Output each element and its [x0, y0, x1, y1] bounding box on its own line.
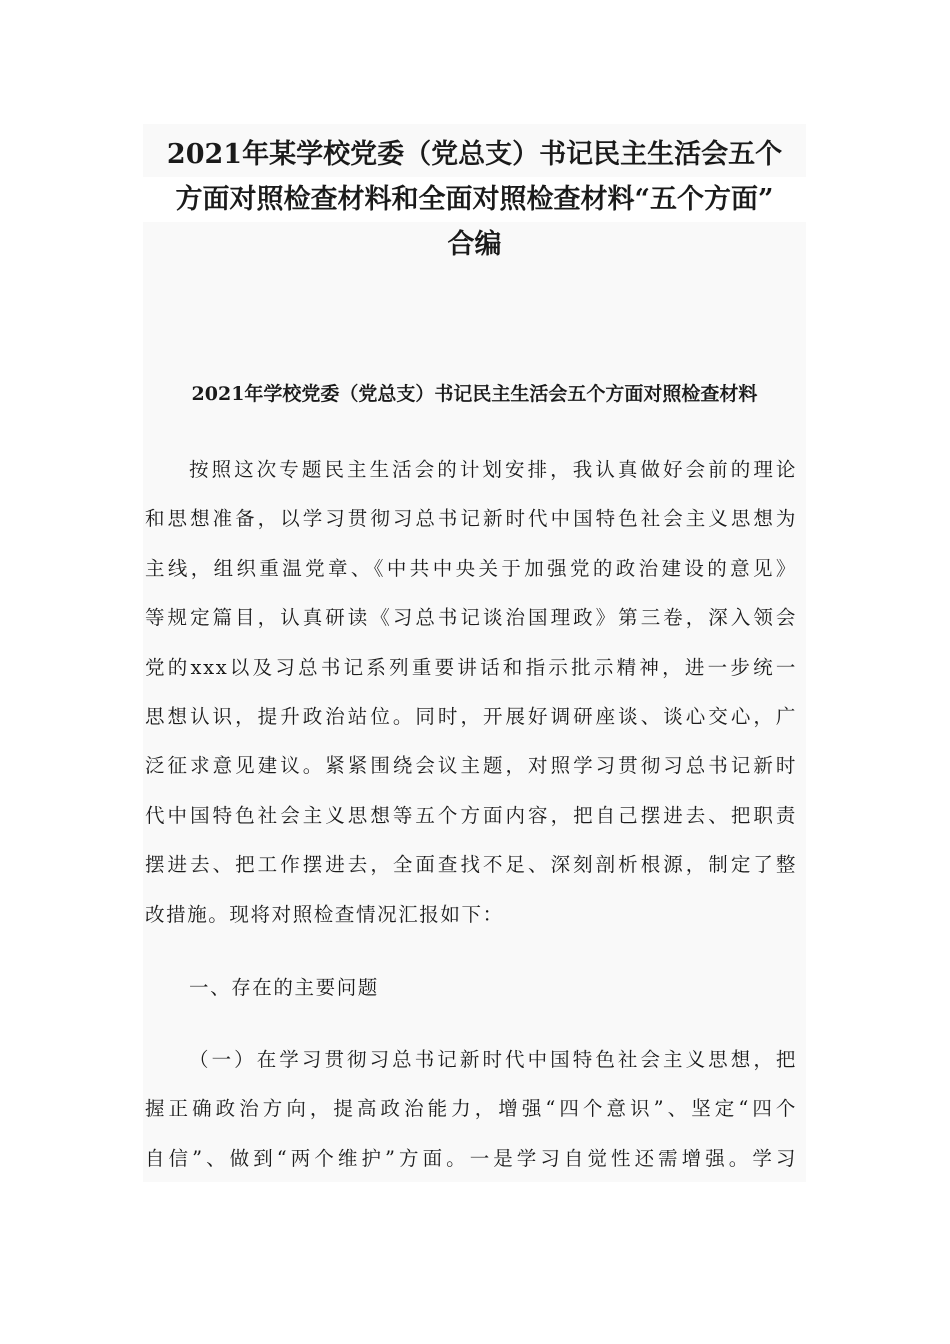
text-line: 代中国特色社会主义思想等五个方面内容，把自己摆进去、把职责 — [145, 803, 797, 827]
text-line: 等规定篇目，认真研读《习总书记谈治国理政》第三卷，深入领会 — [145, 606, 797, 630]
intro-paragraph — [145, 445, 797, 939]
text-line: 党的xxx以及习总书记系列重要讲话和指示批示精神，进一步统一 — [145, 655, 797, 679]
section-title: 2021年学校党委（党总支）书记民主生活会五个方面对照检查材料 — [191, 383, 758, 405]
text-line: （一）在学习贯彻习总书记新时代中国特色社会主义思想，把 — [189, 1048, 797, 1071]
text-line: 按照这次专题民主生活会的计划安排，我认真做好会前的理论 — [189, 458, 797, 481]
text-line: 握正确政治方向，提高政治能力，增强“四个意识”、坚定“四个 — [145, 1097, 797, 1121]
text-line: 泛征求意见建议。紧紧围绕会议主题，对照学习贯彻习总书记新时 — [145, 754, 797, 778]
title-line: 2021年某学校党委（党总支）书记民主生活会五个 — [166, 139, 783, 170]
text-line: 自信”、做到“两个维护”方面。一是学习自觉性还需增强。学习 — [145, 1146, 797, 1170]
text-line: 主线，组织重温党章、《中共中央关于加强党的政治建设的意见》 — [145, 556, 797, 580]
text-line: 改措施。现将对照检查情况汇报如下： — [145, 902, 504, 926]
section-heading — [145, 963, 797, 1012]
title-line: 合编 — [447, 229, 502, 260]
text-line: 和思想准备，以学习贯彻习总书记新时代中国特色社会主义思想为 — [145, 507, 797, 531]
document-title — [143, 132, 806, 267]
title-line: 方面对照检查材料和全面对照检查材料“五个方面” — [143, 177, 806, 222]
text-line: 思想认识，提升政治站位。同时，开展好调研座谈、谈心交心，广 — [145, 705, 797, 729]
heading-text: 一、存在的主要问题 — [189, 976, 379, 999]
text-line: 摆进去、把工作摆进去，全面查找不足、深刻剖析根源，制定了整 — [145, 853, 797, 877]
section-paragraph — [145, 1035, 797, 1183]
